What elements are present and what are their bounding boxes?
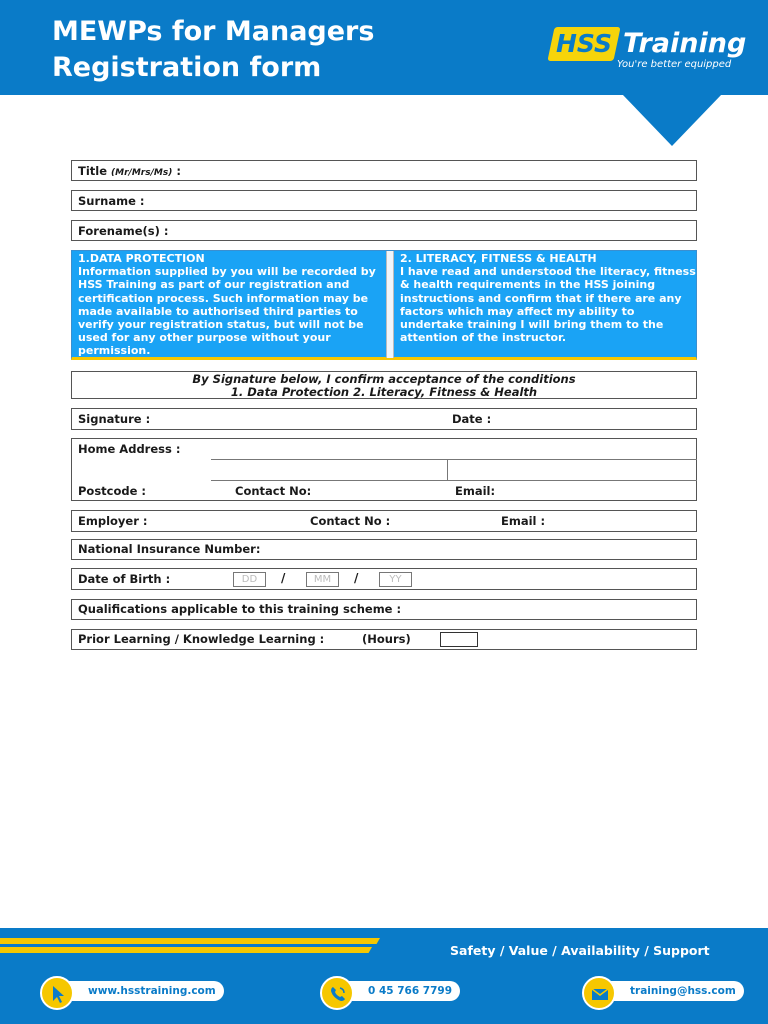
phone-number[interactable]: 0 45 766 7799 xyxy=(338,981,460,1001)
logo-tagline: You're better equipped xyxy=(617,59,732,70)
data-protection-heading: 1.DATA PROTECTION xyxy=(78,252,205,265)
home-address-block xyxy=(71,438,697,501)
email-contact[interactable] xyxy=(582,976,736,1006)
page-title-line-1: MEWPs for Managers xyxy=(52,16,375,47)
envelope-icon xyxy=(582,976,616,1010)
contact-no-label: Contact No: xyxy=(235,484,312,498)
home-address-label: Home Address : xyxy=(78,442,181,456)
date-label: Date : xyxy=(452,412,492,426)
conditions-panel xyxy=(71,250,697,360)
signature-label: Signature : xyxy=(78,412,151,426)
surname-label: Surname : xyxy=(78,194,145,208)
dob-label: Date of Birth : xyxy=(78,572,171,586)
footer-stripe xyxy=(0,947,372,953)
page-title xyxy=(52,14,374,86)
logo-badge xyxy=(547,27,620,61)
dob-year-input[interactable]: YY xyxy=(379,572,412,587)
website-contact[interactable] xyxy=(40,976,216,1006)
address-line-2[interactable] xyxy=(211,480,697,481)
confirmation-statement xyxy=(71,371,697,399)
dob-separator: / xyxy=(354,571,359,585)
footer-stripe xyxy=(0,938,380,944)
footer-tagline: Safety / Value / Availability / Support xyxy=(450,943,710,958)
cursor-icon xyxy=(40,976,74,1010)
employer-label: Employer : xyxy=(78,514,148,528)
ni-number-label: National Insurance Number: xyxy=(78,542,261,556)
date-field[interactable] xyxy=(502,409,692,429)
phone-icon xyxy=(320,976,354,1010)
title-field[interactable] xyxy=(71,160,697,181)
page-footer xyxy=(0,928,768,1024)
literacy-section xyxy=(400,252,696,344)
page-header xyxy=(0,0,768,95)
qualifications-field[interactable] xyxy=(71,599,697,620)
postcode-label: Postcode : xyxy=(78,484,147,498)
hours-label: (Hours) xyxy=(362,632,411,646)
prior-learning-row xyxy=(71,629,697,650)
title-hint: (Mr/Mrs/Ms) xyxy=(111,168,173,178)
website-link[interactable]: www.hsstraining.com xyxy=(58,981,224,1001)
dob-day-input[interactable]: DD xyxy=(233,572,266,587)
confirm-line-2: 1. Data Protection 2. Literacy, Fitness & Health xyxy=(230,385,538,399)
address-line-1[interactable] xyxy=(211,459,697,460)
qualifications-label: Qualifications applicable to this training scheme : xyxy=(78,602,402,616)
employer-row[interactable] xyxy=(71,510,697,532)
employer-contact-label: Contact No : xyxy=(310,514,391,528)
confirm-line-1: By Signature below, I confirm acceptance of the conditions xyxy=(192,372,576,386)
signature-field[interactable] xyxy=(162,409,432,429)
signature-row xyxy=(71,408,697,430)
phone-contact[interactable] xyxy=(320,976,453,1006)
page-title-line-2: Registration form xyxy=(52,52,322,83)
data-protection-section xyxy=(78,252,384,358)
forename-field[interactable] xyxy=(71,220,697,241)
employer-email-label: Email : xyxy=(501,514,546,528)
panel-divider xyxy=(386,251,394,358)
logo-badge-text: HSS xyxy=(555,29,613,58)
hss-training-logo xyxy=(551,25,751,75)
ni-number-field[interactable] xyxy=(71,539,697,560)
forename-label: Forename(s) : xyxy=(78,224,169,238)
dob-month-input[interactable]: MM xyxy=(306,572,339,587)
dob-separator: / xyxy=(281,571,286,585)
hours-input[interactable] xyxy=(440,632,478,647)
dob-row xyxy=(71,568,697,590)
literacy-text: I have read and understood the literacy, fitness & health requirements in the HSS joining instructions and confirm that if there are any factors which may affect my ability to undertake training I will bring them to the attention of the instructor. xyxy=(400,265,696,345)
email-link[interactable]: training@hss.com xyxy=(600,981,744,1001)
surname-field[interactable] xyxy=(71,190,697,211)
prior-learning-label: Prior Learning / Knowledge Learning : xyxy=(78,632,325,646)
title-label: Title (Mr/Mrs/Ms) : xyxy=(78,164,181,178)
header-notch xyxy=(622,94,722,146)
address-divider xyxy=(447,460,448,480)
literacy-heading: 2. LITERACY, FITNESS & HEALTH xyxy=(400,252,597,265)
logo-wordmark: Training xyxy=(623,28,747,59)
email-label: Email: xyxy=(455,484,496,498)
data-protection-text: Information supplied by you will be recorded by HSS Training as part of our registration and certification process. Such information may be made available to authorised third parties to verify your registration status, but will not be used for any other purpose without your permission. xyxy=(78,265,376,358)
